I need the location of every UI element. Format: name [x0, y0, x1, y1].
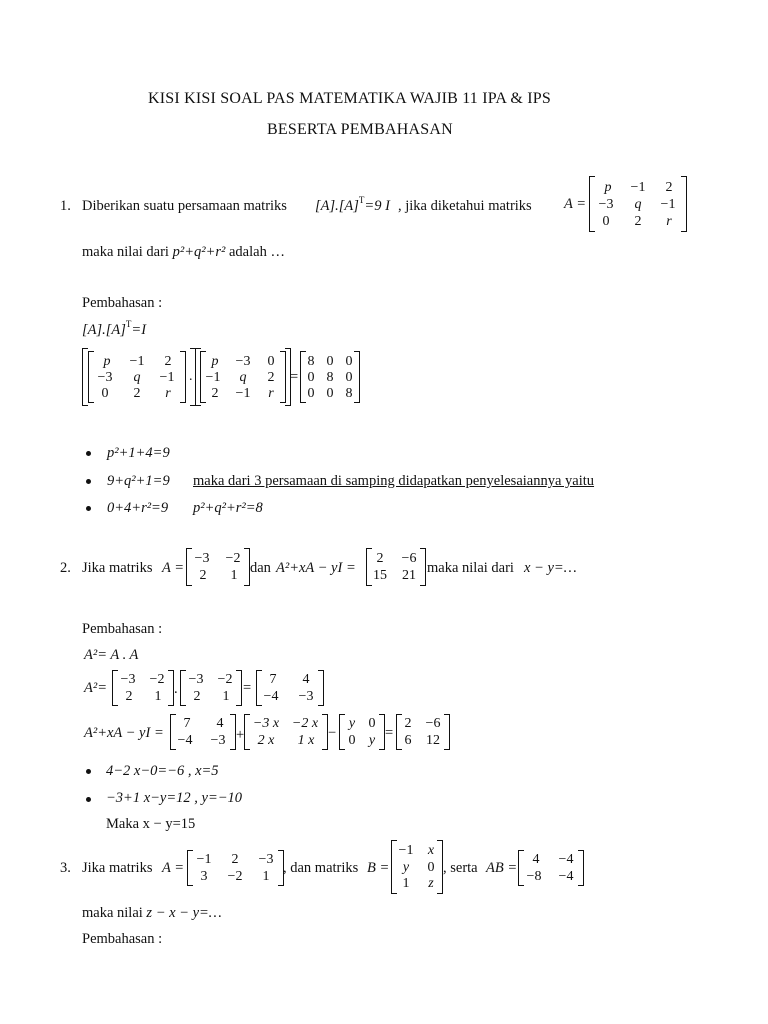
q3-ab-label: AB =: [486, 860, 518, 876]
q2-number: 2.: [60, 560, 71, 576]
q2-bullet-2: −3+1 x−y=12 , y=−10: [106, 790, 243, 806]
q2-solution-3-label: A²+xA − yI =: [84, 725, 164, 741]
q1-bullet-3-result: p²+q²+r²=8: [193, 500, 263, 516]
q3-text-b: , dan matriks: [283, 860, 359, 876]
document-subtitle: BESERTA PEMBAHASAN: [267, 121, 453, 138]
q2-matrix-a-squared-copy: 7 4 −4 −3: [170, 714, 236, 750]
q3-text-c: , serta: [443, 860, 478, 876]
q2-matrix-yi: y 0 0 y: [339, 714, 385, 750]
q1-text-b: , jika diketahui matriks: [398, 198, 532, 214]
q2-minus: −: [328, 725, 337, 741]
q2-a-label: A =: [162, 560, 185, 576]
q2-bullet-1: 4−2 x−0=−6 , x=5: [106, 763, 219, 779]
q1-bullet-3: 0+4+r²=9: [107, 500, 169, 516]
q1-text-a: Diberikan suatu persamaan matriks: [82, 198, 287, 214]
q2-matrix-a-copy2: −3 −2 2 1: [180, 670, 242, 706]
q3-matrix-a: −1 2 −3 3 −2 1: [187, 850, 284, 886]
bullet-dot: [86, 479, 91, 484]
q3-pembahasan: Pembahasan :: [82, 931, 163, 947]
bullet-dot: [86, 769, 91, 774]
q2-matrix-xa: −3 x −2 x 2 x 1 x: [244, 714, 328, 750]
q2-equals-2: =: [385, 725, 394, 741]
q2-text-a: Jika matriks: [82, 560, 153, 576]
q2-text-b: dan: [250, 560, 271, 576]
q2-matrix-a-copy1: −3 −2 2 1: [112, 670, 174, 706]
q2-pembahasan: Pembahasan :: [82, 621, 163, 637]
q1-solution-eq: $[A].[A]^T=I$: [82, 319, 147, 338]
q1-bullet-1: p²+1+4=9: [107, 445, 170, 461]
q3-matrix-ab: 4 −4 −8 −4: [518, 850, 584, 886]
q1-number: 1.: [60, 198, 71, 214]
document-title: KISI KISI SOAL PAS MATEMATIKA WAJIB 11 IPA & IPS: [148, 90, 552, 107]
q2-dot-operator: .: [174, 681, 178, 697]
bullet-dot: [86, 451, 91, 456]
q2-solution-2-label: A²=: [84, 680, 107, 696]
q1-line2: maka nilai dari p²+q²+r² adalah …: [82, 244, 285, 260]
q3-matrix-b: −1 x y 0 1 z: [391, 840, 443, 894]
q1-equals: =: [290, 369, 299, 385]
q3-a-label: A =: [162, 860, 185, 876]
q2-ask: x − y=…: [524, 560, 577, 576]
q1-matrix-result: 8 0 0 0 8 0 0 0 8: [300, 351, 360, 403]
q1-dot-operator: .: [189, 369, 193, 384]
bullet-dot: [86, 797, 91, 802]
q2-text-c: maka nilai dari: [427, 560, 514, 576]
q1-matrix-a: p −1 2 −3 q −1 0 2 r: [589, 176, 687, 232]
q3-line2: maka nilai z − x − y=…: [82, 905, 222, 921]
q3-number: 3.: [60, 860, 71, 876]
q3-text-a: Jika matriks: [82, 860, 153, 876]
q2-matrix-result: 2 −6 6 12: [396, 714, 450, 750]
q1-pembahasan: Pembahasan :: [82, 295, 163, 311]
q1-matrix-at: p −3 0 −1 q 2 2 −1 r: [200, 351, 286, 403]
q3-b-label: B =: [367, 860, 390, 876]
q1-equation: $[A].[A]^T=9$ I: [315, 195, 390, 214]
q1-bullet-2: 9+q²+1=9: [107, 473, 170, 489]
q2-expression: A²+xA − yI =: [276, 560, 356, 576]
q1-matrix-label: A =: [564, 196, 587, 212]
q2-matrix-a: −3 −2 2 1: [186, 548, 250, 586]
q1-matrix-a-copy: p −1 2 −3 q −1 0 2 r: [88, 351, 186, 403]
q2-solution-1: A²= A . A: [84, 647, 139, 663]
q2-conclusion: Maka x − y=15: [106, 816, 196, 832]
q2-matrix-a-squared: 7 4 −4 −3: [256, 670, 324, 706]
q2-matrix-rhs: 2 −6 15 21: [366, 548, 426, 586]
bullet-dot: [86, 506, 91, 511]
q2-equals-1: =: [243, 680, 252, 696]
q1-bullet-2-note: maka dari 3 persamaan di samping didapatkan penyelesaiannya yaitu: [193, 473, 595, 489]
q2-plus: +: [236, 727, 245, 743]
